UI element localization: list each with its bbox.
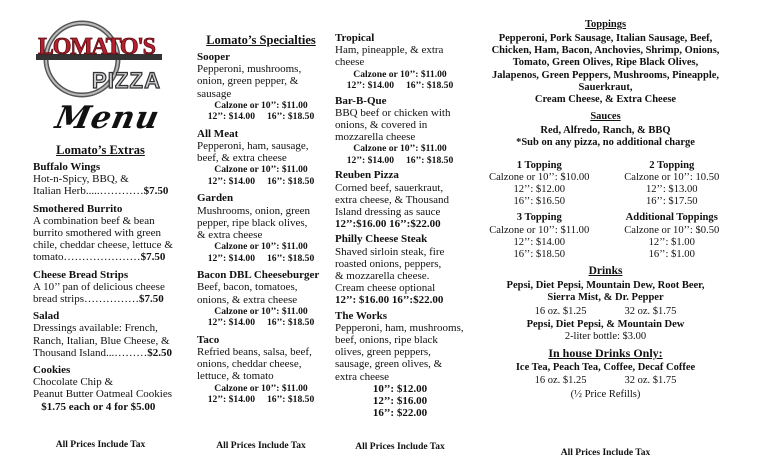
item-price: $7.50 (143, 185, 169, 198)
menu-item (33, 364, 172, 413)
item-price-line: 12’’: $14.00 16’’: $18.50 (207, 252, 315, 264)
lomatos-pizza-logo (30, 14, 170, 104)
topping-line: Cream Cheese, & Extra Cheese (534, 94, 677, 106)
item-description-line: onions, & extra cheese (197, 293, 298, 306)
menu-heading: Menu (52, 100, 163, 136)
item-price-line: 12’’: $14.00 16’’: $18.50 (207, 394, 315, 406)
item-description-line: olives, green peppers, (335, 346, 431, 359)
specialties-column (197, 34, 325, 411)
topping-price-group (606, 160, 739, 209)
item-name: Smothered Burrito (33, 202, 123, 215)
topping-line: Tomato, Green Olives, Ripe Black Olives, (512, 57, 699, 69)
specialties-footer: All Prices Include Tax (216, 441, 306, 451)
item-price: $7.50 (139, 293, 164, 306)
sauce-line: Red, Alfredo, Ranch, & BBQ (540, 125, 671, 137)
item-price: $7.50 (140, 251, 166, 264)
specialties-list-2 (335, 32, 465, 419)
item-description-line: Ranch, Italian, Blue Cheese, & (33, 334, 170, 347)
item-description-line: A combination beef & bean (33, 214, 155, 227)
item-description-line: onions, & covered in (335, 119, 428, 132)
item-description-line: A 10’’ pan of delicious cheese (33, 280, 165, 293)
item-price-line: Calzone or 10’’: $11.00 (214, 99, 308, 111)
item-name: Cheese Bread Strips (33, 268, 129, 281)
menu-item (197, 128, 325, 188)
item-description-line: BBQ beef or chicken with (335, 106, 451, 119)
item-price-line: Calzone or 10’’: $11.00 (353, 143, 447, 155)
item-description-line: Hot-n-Spicy, BBQ, & (33, 173, 129, 186)
item-description-line: onion, green pepper, & (197, 75, 299, 88)
menu-item (335, 233, 465, 306)
bottle-drinks: Pepsi, Diet Pepsi, & Mountain Dew (526, 318, 685, 330)
inhouse-drinks: Ice Tea, Peach Tea, Coffee, Decaf Coffee (515, 362, 696, 374)
topping-group-price: Calzone or 10’’: $0.50 (624, 224, 720, 236)
item-name: Buffalo Wings (33, 161, 101, 173)
item-description-line: extra cheese, & Thousand (335, 193, 450, 206)
item-description-line: Cream cheese optional (335, 282, 436, 295)
item-description-line: Mushrooms, onion, green (197, 204, 311, 217)
topping-group-price: 16’’: $18.50 (513, 249, 566, 261)
item-description-line: onions, cheddar cheese, (197, 358, 302, 371)
item-description-line: chile, cheddar cheese, lettuce & (33, 239, 173, 252)
item-description-line: extra cheese (335, 370, 390, 383)
specialties-column-2 (335, 32, 465, 422)
bottle-price: 2-liter bottle: $3.00 (564, 331, 647, 343)
item-price-line: 16’’: $22.00 (372, 407, 428, 420)
topping-line: Chicken, Ham, Bacon, Anchovies, Shrimp, Onions, (491, 45, 720, 57)
item-name: The Works (335, 309, 388, 322)
extras-column (33, 143, 173, 418)
topping-group-name: 2 Topping (649, 159, 695, 171)
menu-item (33, 310, 173, 359)
item-description-line: Chocolate Chip & (33, 376, 114, 389)
item-description-line: beef, onions, ripe black (335, 334, 438, 347)
item-description-line: beef, & extra cheese (197, 152, 287, 165)
item-price-line: Calzone or 10’’: $11.00 (353, 68, 447, 80)
fountain-size-32: 32 oz. $1.75 (624, 305, 677, 317)
item-name: Taco (197, 333, 220, 346)
menu-item (335, 95, 465, 167)
svg-text:PIZZA: PIZZA (92, 68, 160, 93)
menu-item (335, 169, 465, 230)
drinks-title: Drinks (588, 265, 623, 278)
topping-price-group (473, 160, 606, 209)
inhouse-title: In house Drinks Only: (548, 346, 663, 361)
item-name: All Meat (197, 127, 239, 140)
inhouse-size-16: 16 oz. $1.25 (534, 375, 587, 387)
item-name: Bacon DBL Cheeseburger (197, 269, 320, 282)
topping-group-price: 16’’: $17.50 (645, 196, 698, 208)
item-price-line: 12’’: $16.00 16’’:$22.00 (335, 294, 444, 307)
toppings-title: Toppings (584, 19, 627, 30)
item-price-line: Calzone or 10’’: $11.00 (214, 305, 308, 317)
topping-line: Jalapenos, Green Peppers, Mushrooms, Pineapple, (491, 69, 720, 81)
item-name: Philly Cheese Steak (335, 233, 428, 246)
fountain-size-16: 16 oz. $1.25 (534, 305, 587, 317)
topping-group-price: 12’’: $13.00 (645, 184, 698, 196)
menu-item (335, 32, 465, 92)
item-description-line: tomato…………………$7.50 (33, 251, 166, 264)
item-price-line: 12’’: $14.00 16’’: $18.50 (346, 80, 454, 92)
item-description-line: & mozzarella cheese. (335, 270, 430, 283)
item-description-line: Thousand Island...………$2.50 (33, 346, 173, 359)
menu-item (33, 161, 168, 198)
item-description-line: Refried beans, salsa, beef, (197, 346, 312, 359)
item-price-line: 12’’: $16.00 (372, 395, 428, 408)
item-price-line: Calzone or 10’’: $11.00 (214, 164, 308, 176)
item-name: Reuben Pizza (335, 169, 399, 182)
menu-item (197, 51, 325, 123)
item-price: $1.75 each or 4 for $5.00 (33, 400, 156, 413)
refills-note: (½ Price Refills) (570, 388, 641, 400)
item-description-line: Ham, pineapple, & extra (335, 44, 444, 57)
item-description-line: sausage (197, 87, 232, 100)
item-price-line: 12’’:$16.00 16’’:$22.00 (335, 218, 441, 231)
item-description-line: mozzarella cheese (335, 131, 416, 144)
topping-group-price: Calzone or 10’’: $10.00 (489, 171, 590, 183)
drinks-footer: All Prices Include Tax (560, 448, 651, 458)
fountain-drinks (483, 280, 728, 304)
topping-group-price: Calzone or 10’’: $11.00 (489, 224, 590, 236)
topping-group-price: Calzone or 10’’: 10.50 (624, 171, 720, 183)
item-description-line: & extra cheese (197, 229, 263, 242)
topping-group-price: 12’’: $12.00 (513, 184, 566, 196)
item-price-line: 12’’: $14.00 16’’: $18.50 (207, 111, 315, 123)
item-price: $2.50 (147, 346, 173, 359)
extras-footer: All Prices Include Tax (55, 440, 146, 450)
specialties-2-footer: All Prices Include Tax (355, 442, 445, 452)
menu-item (335, 310, 465, 420)
topping-group-price: 12’’: $1.00 (648, 236, 695, 248)
topping-line: Pepperoni, Pork Sausage, Italian Sausage, Beef, (498, 33, 713, 44)
item-description-line: cheese (335, 56, 365, 69)
topping-group-name: Additional Toppings (625, 212, 718, 224)
item-name: Salad (33, 310, 60, 323)
item-description-line: bread strips……………$7.50 (33, 293, 164, 306)
topping-price-group (473, 212, 606, 261)
item-description-line: Dressings available: French, (33, 322, 158, 335)
sauces-list (483, 125, 728, 149)
item-name: Sooper (197, 51, 230, 63)
sauces-title: Sauces (590, 111, 621, 123)
topping-price-group (606, 212, 739, 261)
specialties-list (197, 51, 325, 406)
toppings-drinks-column (483, 18, 728, 401)
item-description-line: Pepperoni, ham, sausage, (197, 140, 309, 153)
item-price-line: Calzone or 10’’: $11.00 (214, 382, 308, 394)
topping-line: Sauerkraut, (578, 81, 633, 93)
menu-item (197, 269, 325, 329)
item-description-line: roasted onions, peppers, (335, 257, 442, 270)
fountain-line: Sierra Mist, & Dr. Pepper (547, 292, 664, 304)
inhouse-size-32: 32 oz. $1.75 (624, 375, 677, 387)
topping-group-price: 12’’: $14.00 (513, 236, 566, 248)
toppings-list (483, 33, 728, 106)
item-description-line: burrito smothered with green (33, 227, 161, 240)
item-name: Cookies (33, 364, 71, 377)
item-name: Garden (197, 192, 234, 205)
topping-group-name: 1 Topping (516, 159, 562, 171)
item-description-line: sausage, green olives, & (335, 358, 443, 371)
item-description-line: Italian Herb.....…………$7.50 (33, 185, 169, 198)
svg-text:LOMATO'S: LOMATO'S (38, 34, 156, 60)
item-description-line: Shaved sirloin steak, fire (335, 245, 445, 258)
extras-list (33, 161, 173, 413)
item-price-line: 12’’: $14.00 16’’: $18.50 (207, 175, 315, 187)
fountain-line: Pepsi, Diet Pepsi, Mountain Dew, Root Beer, (506, 280, 705, 292)
extras-title: Lomato’s Extras (56, 143, 145, 157)
fountain-sizes (483, 306, 728, 318)
menu-item (33, 269, 168, 306)
item-price-line: 10’’: $12.00 (372, 382, 428, 395)
item-description-line: Pepperoni, ham, mushrooms, (335, 321, 464, 334)
sauce-line: *Sub on any pizza, no additional charge (516, 137, 695, 149)
item-price-line: Calzone or 10’’: $11.00 (214, 241, 308, 253)
topping-price-grid (473, 160, 738, 262)
menu-item (33, 202, 173, 264)
item-price-line: 12’’: $14.00 16’’: $18.50 (207, 317, 315, 329)
item-name: Bar-B-Que (335, 94, 387, 107)
item-price-line: 12’’: $14.00 16’’: $18.50 (346, 154, 454, 166)
menu-item (197, 192, 325, 264)
item-description-line: Corned beef, sauerkraut, (335, 181, 444, 194)
topping-group-price: 16’’: $16.50 (513, 196, 566, 208)
item-description-line: Beef, bacon, tomatoes, (197, 281, 298, 294)
item-description-line: lettuce, & tomato (197, 370, 274, 383)
item-description-line: pepper, ripe black olives, (197, 216, 308, 229)
menu-item (197, 334, 325, 406)
topping-group-price: 16’’: $1.00 (648, 249, 695, 261)
item-description-line: Pepperoni, mushrooms, (197, 63, 302, 76)
item-description-line: Island dressing as sauce (335, 206, 441, 219)
topping-group-name: 3 Topping (516, 212, 562, 224)
inhouse-sizes (483, 375, 728, 387)
specialties-title: Lomato’s Specialties (206, 33, 316, 47)
item-description-line: Peanut Butter Oatmeal Cookies (33, 388, 172, 401)
item-name: Tropical (335, 32, 375, 44)
